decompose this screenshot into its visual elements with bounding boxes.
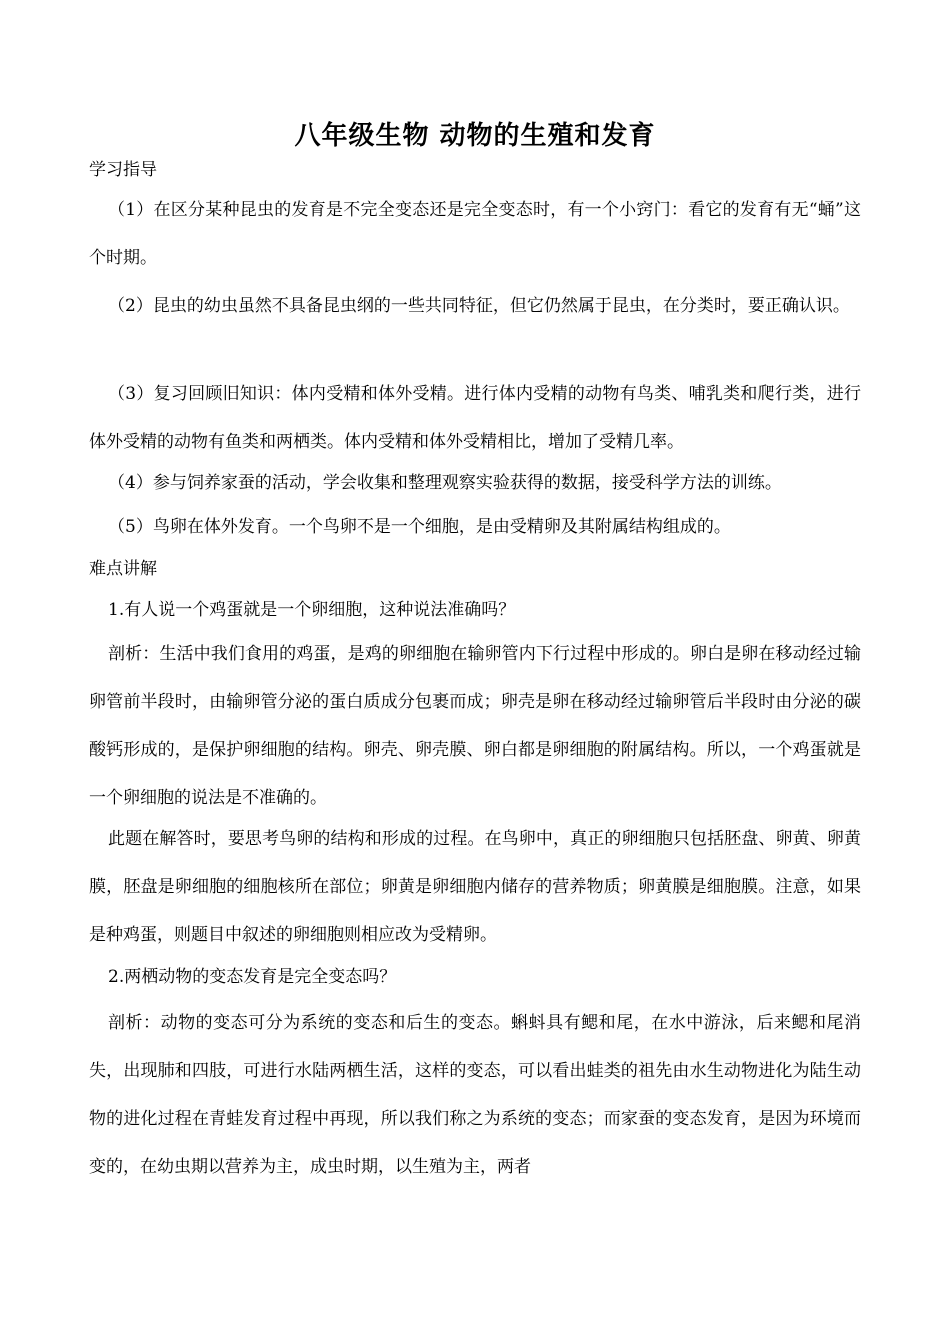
question-1: 1.有人说一个鸡蛋就是一个卵细胞，这种说法准确吗？ — [108, 600, 516, 620]
section-heading-study-guide: 学习指导 — [89, 160, 157, 180]
question-2: 2.两栖动物的变态发育是完全变态吗？ — [108, 967, 397, 987]
guide-item-1: （1）在区分某种昆虫的发育是不完全变态还是完全变态时，有一个小窍门：看它的发育有无“蛹”这个时期。 — [89, 200, 861, 268]
question-1-analysis: 剖析：生活中我们食用的鸡蛋，是鸡的卵细胞在输卵管内下行过程中形成的。卵白是卵在移动经过输卵管前半段时，由输卵管分泌的蛋白质成分包裹而成；卵壳是卵在移动经过输卵管后半段时由分泌的碳酸钙形成的，是保护卵细胞的结构。卵壳、卵壳膜、卵白都是卵细胞的附属结构。所以，一个鸡蛋就是一个卵细胞的说法是不准确的。 — [89, 644, 861, 808]
section-heading-difficulties: 难点讲解 — [89, 559, 157, 579]
question-1-note: 此题在解答时，要思考鸟卵的结构和形成的过程。在鸟卵中，真正的卵细胞只包括胚盘、卵黄、卵黄膜，胚盘是卵细胞的细胞核所在部位；卵黄是卵细胞内储存的营养物质；卵黄膜是细胞膜。注意，如果是种鸡蛋，则题目中叙述的卵细胞则相应改为受精卵。 — [89, 829, 861, 945]
question-2-analysis: 剖析：动物的变态可分为系统的变态和后生的变态。蝌蚪具有鳃和尾，在水中游泳，后来鳃和尾消失，出现肺和四肢，可进行水陆两栖生活，这样的变态，可以看出蛙类的祖先由水生动物进化为陆生动物的进化过程在青蛙发育过程中再现，所以我们称之为系统的变态；而家蚕的变态发育，是因为环境而变的，在幼虫期以营养为主，成虫时期，以生殖为主，两者 — [89, 1013, 861, 1177]
document-title: 八年级生物 动物的生殖和发育 — [294, 121, 656, 151]
guide-item-3: （3）复习回顾旧知识：体内受精和体外受精。进行体内受精的动物有鸟类、哺乳类和爬行类，进行体外受精的动物有鱼类和两栖类。体内受精和体外受精相比，增加了受精几率。 — [89, 384, 861, 452]
guide-item-2: （2）昆虫的幼虫虽然不具备昆虫纲的一些共同特征，但它仍然属于昆虫，在分类时，要正确认识。 — [108, 296, 850, 316]
guide-item-5: （5）鸟卵在体外发育。一个鸟卵不是一个细胞，是由受精卵及其附属结构组成的。 — [108, 517, 731, 537]
guide-item-4: （4）参与饲养家蚕的活动，学会收集和整理观察实验获得的数据，接受科学方法的训练。 — [108, 473, 782, 493]
